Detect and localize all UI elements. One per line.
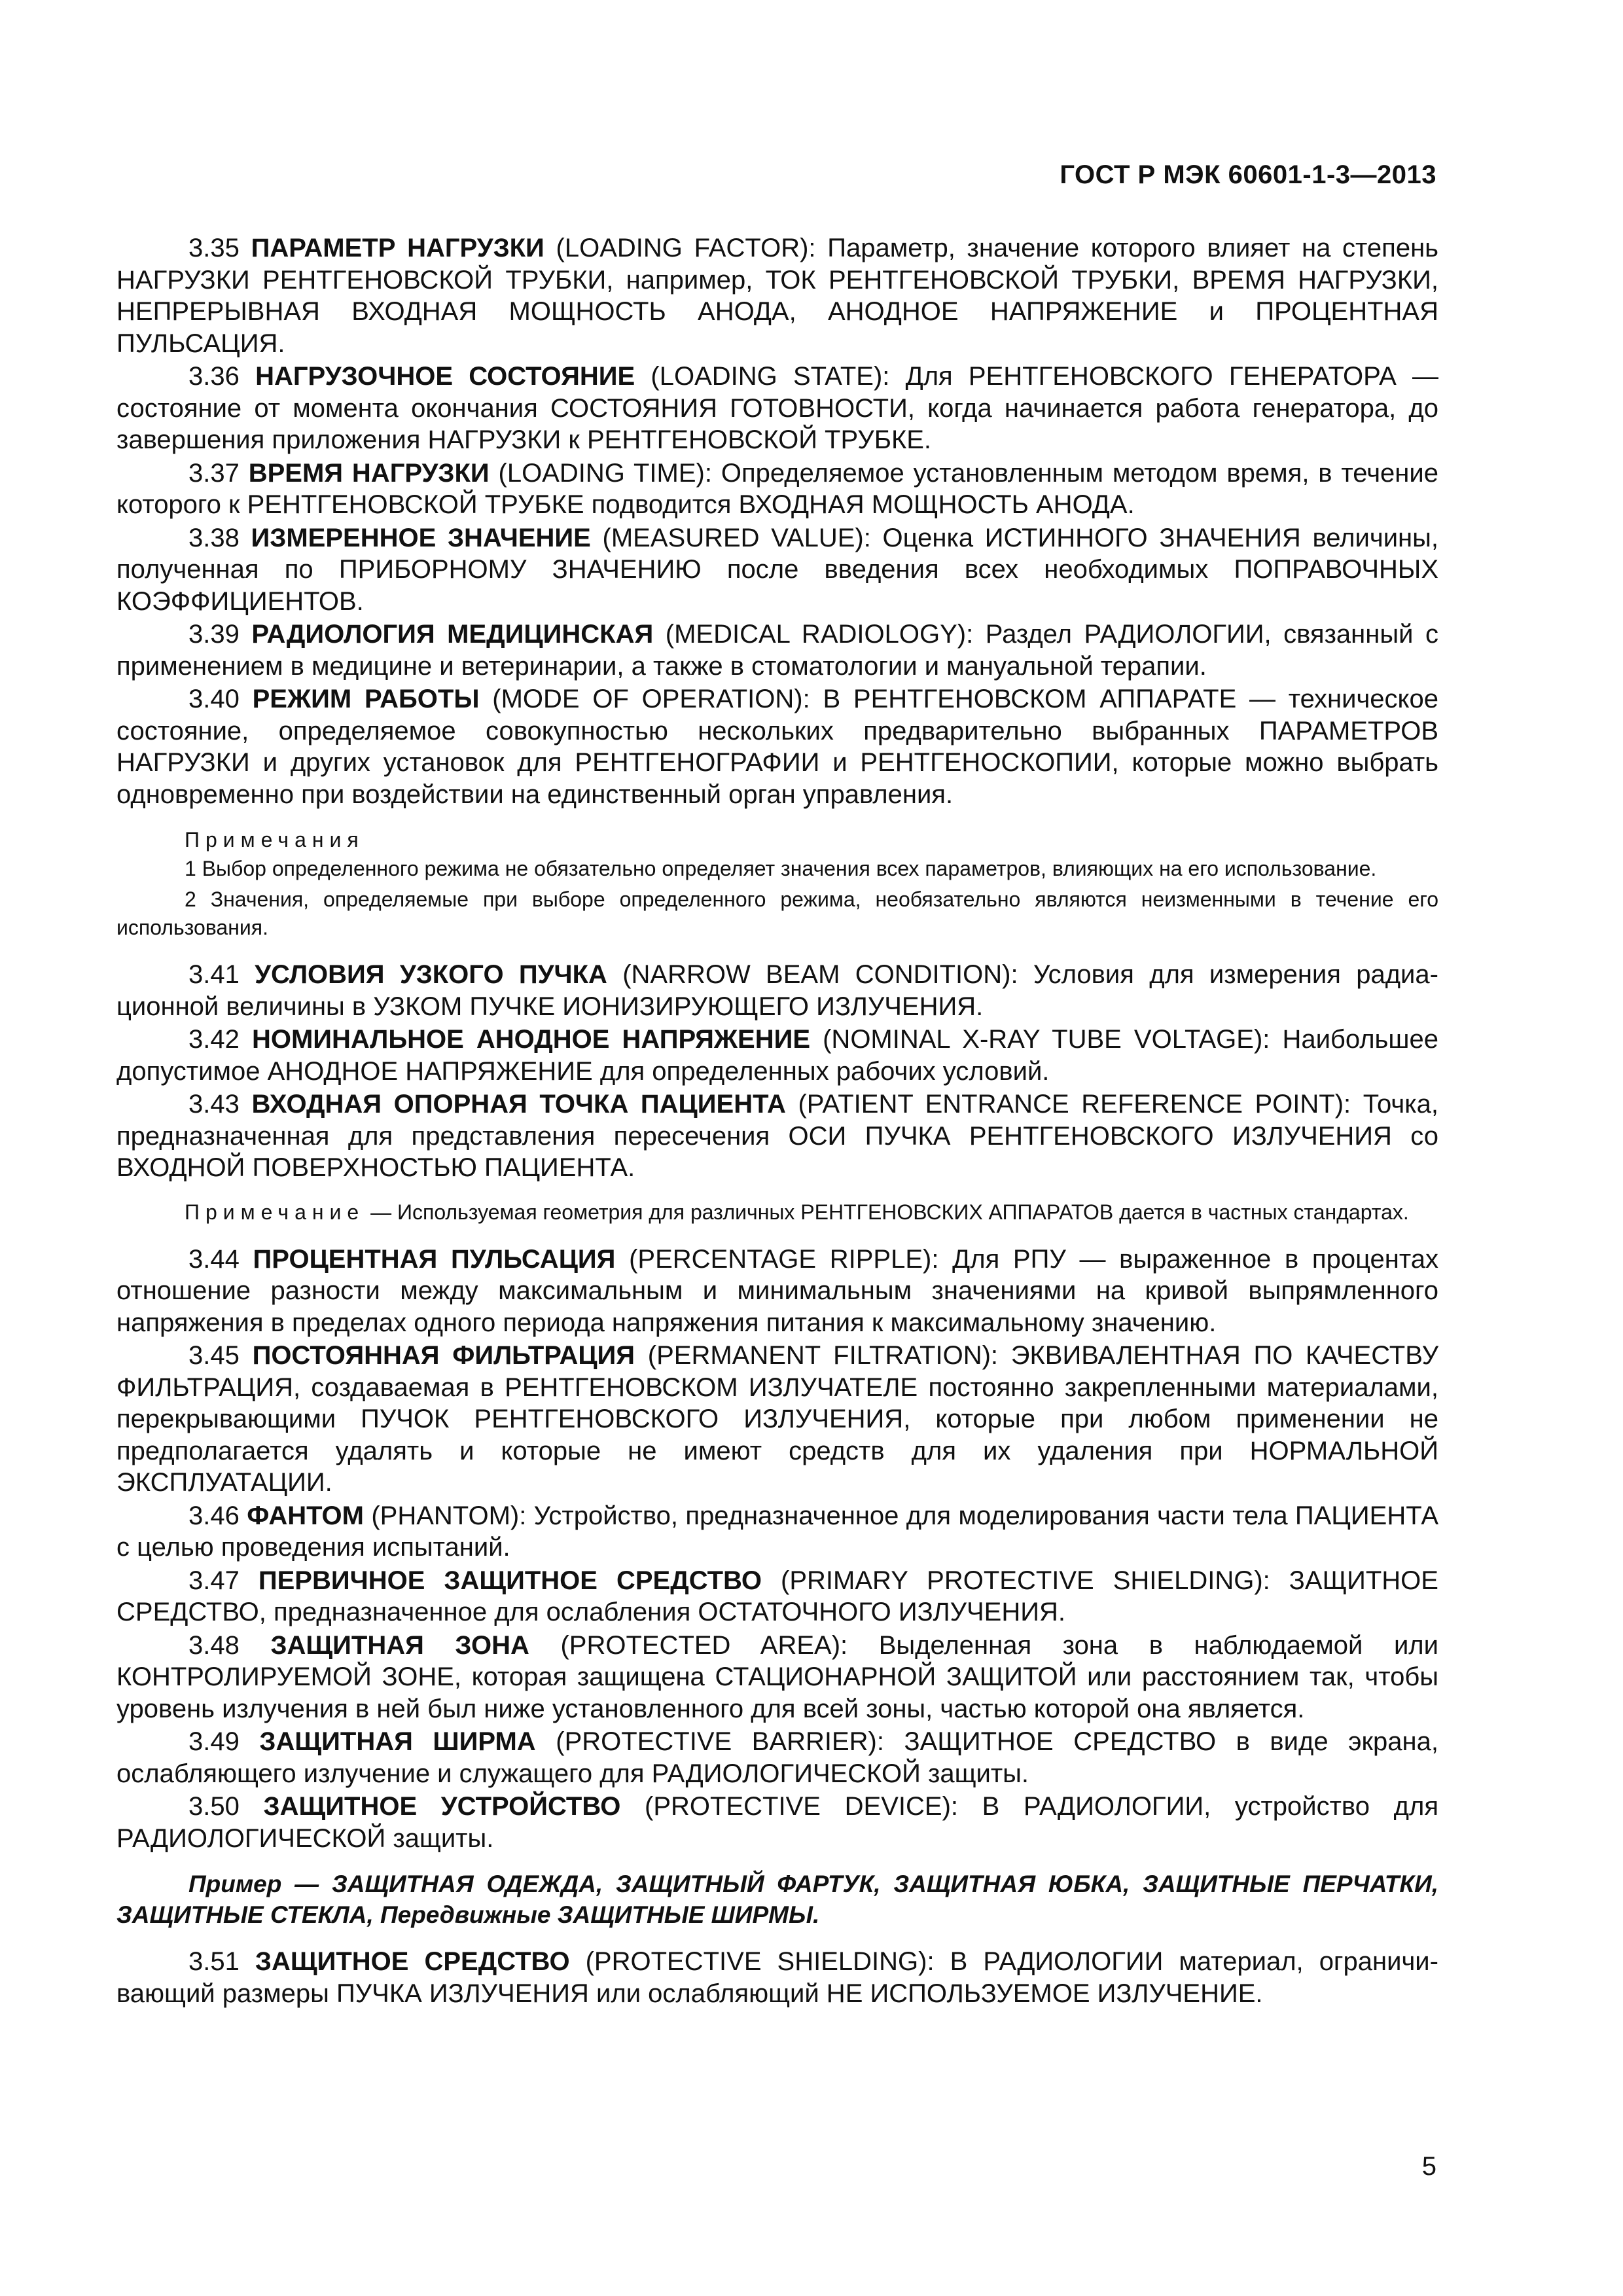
entry-number: 3.49 (188, 1727, 240, 1756)
definition-entry (116, 1946, 1438, 2009)
entry-number: 3.48 (188, 1630, 240, 1660)
entry-term: ЗАЩИТНАЯ ЗОНА (270, 1630, 529, 1660)
note-label: Примечание (185, 1200, 365, 1224)
definitions-group-c (116, 1244, 1438, 1855)
entry-text: (NOMINAL X-RAY TUBE VOLTAGE): Наибольшее допустимое АНОДНОЕ НАПРЯЖЕНИЕ для определенных рабочих условий. (116, 1025, 1438, 1086)
entry-term: НАГРУЗОЧНОЕ СОСТОЯНИЕ (255, 362, 635, 391)
entry-term: ФАНТОМ (247, 1501, 364, 1530)
definitions-group-d (116, 1946, 1438, 2009)
definitions-group-b (116, 959, 1438, 1184)
entry-text: (PRIMARY PROTECTIVE SHIELDING): ЗАЩИТНОЕ СРЕДСТВО, предназначенное для ослабления ОСТАТОЧНОГО ИЗЛУЧЕНИЯ. (116, 1566, 1438, 1626)
entry-term: ЗАЩИТНАЯ ШИРМА (259, 1727, 536, 1756)
definition-entry (116, 619, 1438, 682)
entry-number: 3.39 (188, 620, 240, 649)
definition-entry (116, 959, 1438, 1022)
definition-entry (116, 1565, 1438, 1628)
entry-text: (PERMANENT FILTRATION): ЭКВИВАЛЕНТНАЯ ПО КАЧЕСТВУ ФИЛЬТРАЦИЯ, создаваемая в РЕНТГЕНОВСКОМ ИЗЛУЧАТЕЛЕ постоянно закрепленными материалами, перекрывающими ПУЧОК РЕНТГЕНОВСКОГО ИЗЛУЧЕНИЯ, которые при любом применении не предполагается удалять и которые не имеют средств для их удаления при НОРМАЛЬНОЙ ЭКСПЛУАТАЦИИ. (116, 1341, 1438, 1497)
page-content (116, 232, 1438, 2011)
definition-entry (116, 522, 1438, 618)
note-item: 1 Выбор определенного режима не обязательно определяет значения всех параметров, влияющих на его использование. (185, 857, 1377, 880)
definition-entry (116, 1244, 1438, 1339)
entry-term: УСЛОВИЯ УЗКОГО ПУЧКА (255, 960, 607, 989)
entry-number: 3.47 (188, 1566, 240, 1595)
definition-entry (116, 1088, 1438, 1184)
definition-entry (116, 1791, 1438, 1854)
definition-entry (116, 1630, 1438, 1725)
definition-entry (116, 1340, 1438, 1499)
entry-text: (PROTECTIVE DEVICE): В РАДИОЛОГИИ, устройство для РАДИОЛОГИЧЕСКОЙ защиты. (116, 1792, 1438, 1853)
entry-text: (MEASURED VALUE): Оценка ИСТИННОГО ЗНАЧЕНИЯ величины, полученная по ПРИБОРНОМУ ЗНАЧЕНИЮ после введения всех необходимых ПОПРАВОЧНЫХ КОЭФФИЦИЕНТОВ. (116, 523, 1439, 616)
entry-term: ЗАЩИТНОЕ УСТРОЙСТВО (263, 1792, 621, 1821)
entry-term: ВРЕМЯ НАГРУЗКИ (248, 458, 490, 488)
definition-entry (116, 361, 1438, 456)
entry-number: 3.51 (188, 1947, 240, 1976)
entry-term: ПРОЦЕНТНАЯ ПУЛЬСАЦИЯ (253, 1244, 616, 1274)
entry-text: (PROTECTIVE BARRIER): ЗАЩИТНОЕ СРЕДСТВО в виде экрана, ослабляющего излучение и служащего для РАДИОЛОГИЧЕСКОЙ защиты. (116, 1727, 1438, 1788)
entry-text: (PERCENTAGE RIPPLE): Для РПУ — выраженное в процентах отношение разности между максимальным и минимальным значениями на кривой выпрямленного напряжения в пределах одного периода напряжения питания к максимальному значению. (116, 1244, 1438, 1337)
entry-term: НОМИНАЛЬНОЕ АНОДНОЕ НАПРЯЖЕНИЕ (251, 1025, 811, 1054)
entry-text: (PROTECTED AREA): Выделенная зона в наблюдаемой или КОНТРОЛИРУЕМОЙ ЗОНЕ, которая защищена СТАЦИОНАРНОЙ ЗАЩИТОЙ или расстоянием так, чтобы уровень излучения в ней был ниже установленного для всей зоны, частью которой она является. (116, 1630, 1438, 1723)
entry-text: (LOADING TIME): Определяемое установленным методом время, в течение которого к РЕНТГЕНОВСКОЙ ТРУБКЕ подводится ВХОДНАЯ МОЩНОСТЬ АНОДА. (116, 458, 1438, 519)
definition-entry (116, 1024, 1438, 1087)
entry-number: 3.37 (188, 458, 240, 488)
entry-number: 3.46 (188, 1501, 240, 1530)
note-item: 2 Значения, определяемые при выборе определенного режима, необязательно являются неизменными в течение его использования. (116, 888, 1438, 939)
definitions-group-a (116, 232, 1438, 810)
single-note-block (116, 1198, 1438, 1227)
entry-text: (LOADING FACTOR): Параметр, значение которого влияет на степень НАГРУЗКИ РЕНТГЕНОВСКОЙ ТРУБКИ, например, ТОК РЕНТГЕНОВСКОЙ ТРУБКИ, ВРЕМЯ НАГРУЗКИ, НЕПРЕРЫВНАЯ ВХОДНАЯ МОЩНОСТЬ АНОДА, АНОДНОЕ НАПРЯЖЕНИЕ и ПРОЦЕНТНАЯ ПУЛЬСАЦИЯ. (116, 234, 1438, 358)
example-paragraph: Пример — ЗАЩИТНАЯ ОДЕЖДА, ЗАЩИТНЫЙ ФАРТУК, ЗАЩИТНАЯ ЮБКА, ЗАЩИТНЫЕ ПЕРЧАТКИ, ЗАЩИТНЫЕ СТЕКЛА, Передвижные ЗАЩИТНЫЕ ШИРМЫ. (116, 1871, 1438, 1928)
entry-number: 3.38 (188, 523, 240, 552)
page-number: 5 (1421, 2152, 1436, 2181)
entry-number: 3.41 (188, 960, 240, 989)
entry-term: ПАРАМЕТР НАГРУЗКИ (251, 234, 544, 262)
entry-term: ПОСТОЯННАЯ ФИЛЬТРАЦИЯ (252, 1341, 635, 1370)
standard-header: ГОСТ Р МЭК 60601-1-3—2013 (1060, 160, 1436, 189)
entry-text: (PROTECTIVE SHIELDING): В РАДИОЛОГИИ материал, ограничивающий размеры ПУЧКА ИЗЛУЧЕНИЯ или ослабляющий НЕ ИСПОЛЬЗУЕМОЕ ИЗЛУЧЕНИЕ. (116, 1947, 1438, 2008)
entry-number: 3.44 (188, 1244, 240, 1274)
entry-term: ЗАЩИТНОЕ СРЕДСТВО (255, 1947, 570, 1976)
definition-entry (116, 1726, 1438, 1789)
single-note (116, 1198, 1438, 1227)
entry-text: (LOADING STATE): Для РЕНТГЕНОВСКОГО ГЕНЕРАТОРА — состояние от момента окончания СОСТОЯНИЯ ГОТОВНОСТИ, когда начинается работа генератора, до завершения приложения НАГРУЗКИ к РЕНТГЕНОВСКОЙ ТРУБКЕ. (116, 362, 1438, 454)
entry-text: (PATIENT ENTRANCE REFERENCE POINT): Точка, предназначенная для представления пересечения ОСИ ПУЧКА РЕНТГЕНОВСКОГО ИЗЛУЧЕНИЯ со ВХОДНОЙ ПОВЕРХНОСТЬЮ ПАЦИЕНТА. (116, 1090, 1438, 1182)
entry-number: 3.45 (188, 1341, 240, 1370)
entry-term: ПЕРВИЧНОЕ ЗАЩИТНОЕ СРЕДСТВО (258, 1566, 762, 1595)
entry-term: РЕЖИМ РАБОТЫ (252, 685, 480, 713)
definition-entry (116, 683, 1438, 810)
entry-text: (NARROW BEAM CONDITION): Условия для измерения радиационной величины в УЗКОМ ПУЧКЕ ИОНИЗИРУЮЩЕГО ИЗЛУЧЕНИЯ. (116, 960, 1438, 1021)
definition-entry (116, 1500, 1438, 1564)
entry-term: ИЗМЕРЕННОЕ ЗНАЧЕНИЕ (251, 523, 591, 552)
entry-text: (PHANTOM): Устройство, предназначенное для моделирования части тела ПАЦИЕНТА с целью проведения испытаний. (116, 1501, 1438, 1562)
entry-number: 3.43 (188, 1090, 240, 1119)
entry-number: 3.35 (188, 234, 240, 262)
notes-title: Примечания (185, 828, 365, 852)
entry-number: 3.50 (188, 1792, 240, 1821)
definition-entry (116, 232, 1438, 359)
notes-list (116, 855, 1438, 942)
entry-number: 3.42 (188, 1025, 240, 1054)
entry-text: (MEDICAL RADIOLOGY): Раздел РАДИОЛОГИИ, связанный с применением в медицине и ветеринарии, а также в стоматологии и мануальной терапии. (116, 620, 1438, 681)
note-text: — Используемая геометрия для различных РЕНТГЕНОВСКИХ АППАРАТОВ дается в частных стандартах. (370, 1200, 1409, 1224)
entry-number: 3.36 (188, 362, 240, 391)
entry-number: 3.40 (188, 685, 240, 713)
definition-entry (116, 457, 1438, 521)
entry-text: (MODE OF OPERATION): В РЕНТГЕНОВСКОМ АППАРАТЕ — техническое состояние, определяемое совокупностью нескольких предварительно выбранных ПАРАМЕТРОВ НАГРУЗКИ и других установок для РЕНТГЕНОГРАФИИ и РЕНТГЕНОСКОПИИ, которые можно выбрать одновременно при воздействии на единственный орган управления. (116, 685, 1438, 809)
notes-block (116, 825, 1438, 942)
entry-term: РАДИОЛОГИЯ МЕДИЦИНСКАЯ (251, 620, 654, 649)
entry-term: ВХОДНАЯ ОПОРНАЯ ТОЧКА ПАЦИЕНТА (251, 1090, 786, 1119)
